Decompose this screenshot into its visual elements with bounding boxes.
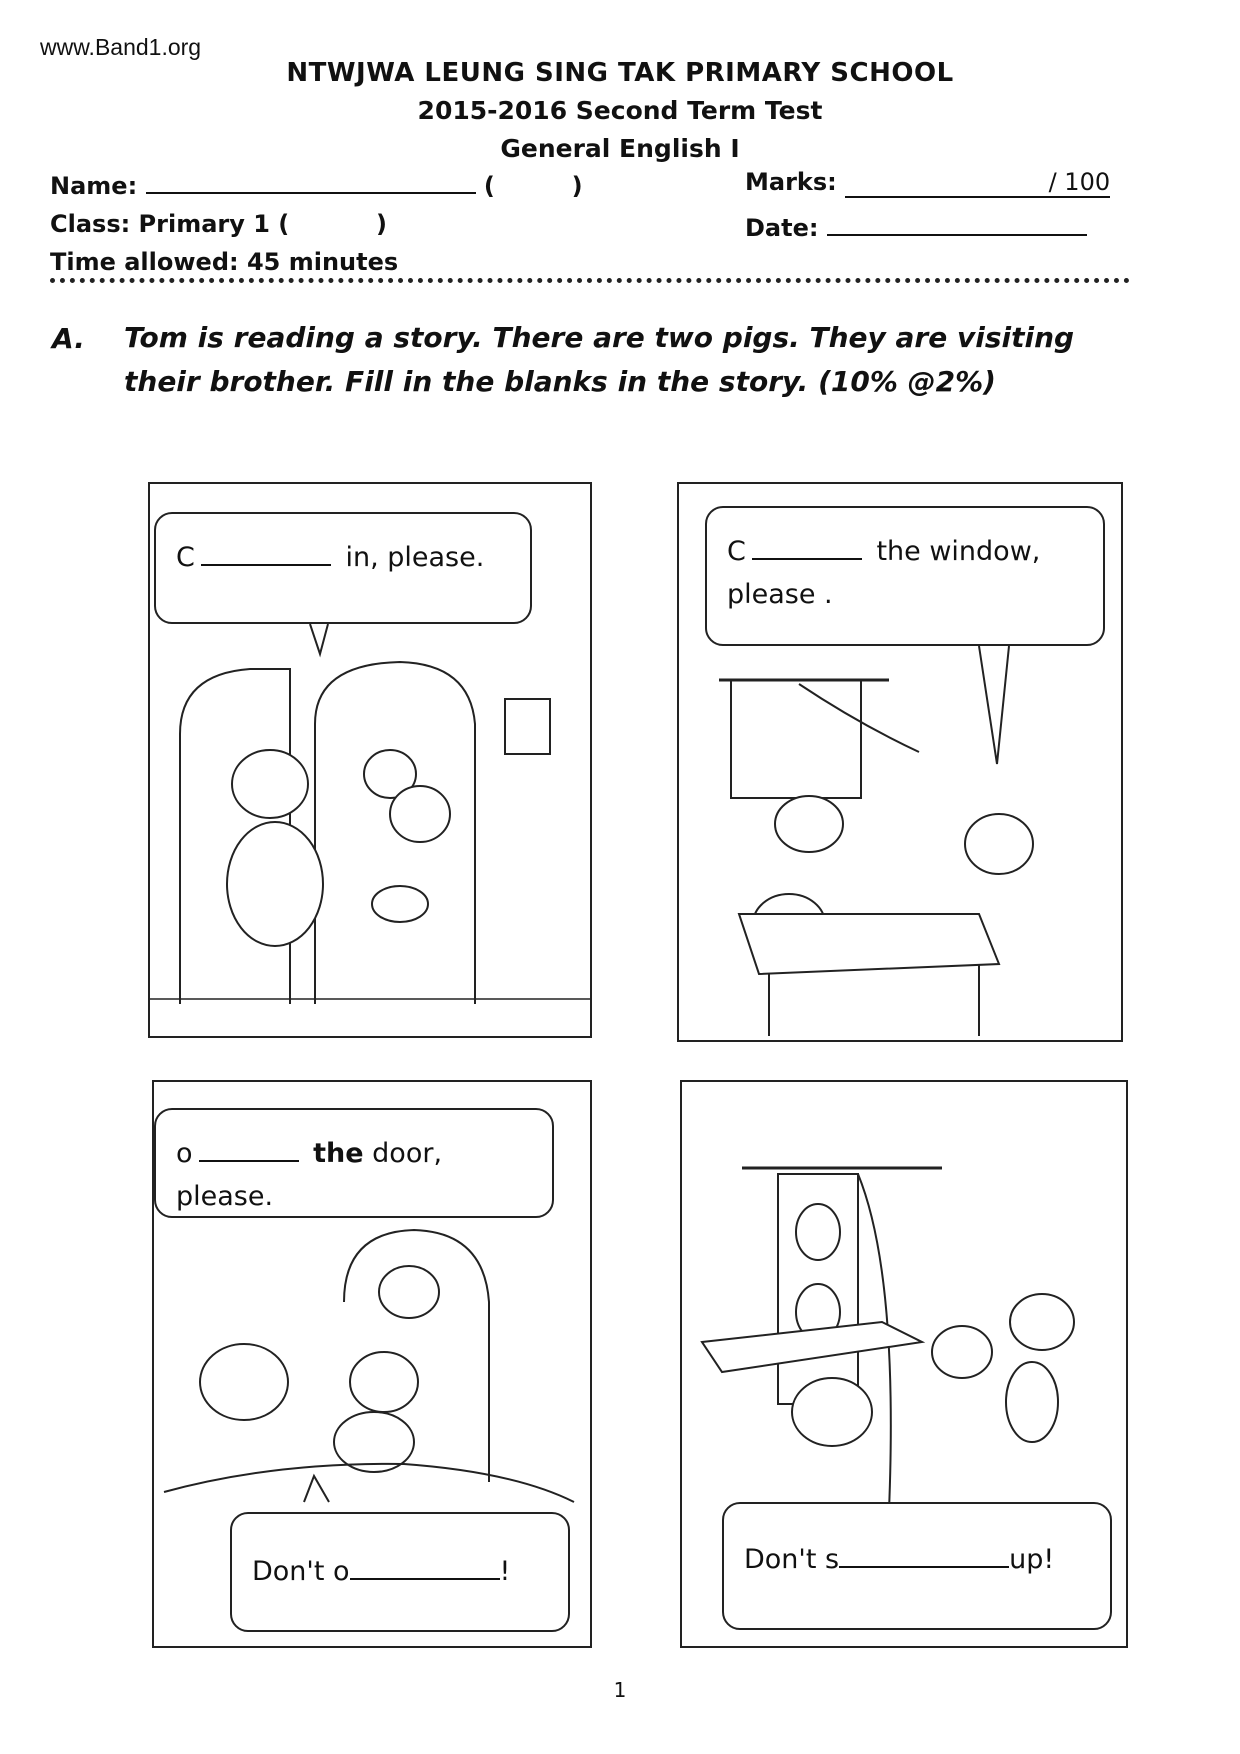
date-field [745,208,1087,242]
school-name: NTWJWA LEUNG SING TAK PRIMARY SCHOOL [286,58,954,88]
date-blank[interactable] [827,208,1087,236]
bubble-3b-prefix: Don't o [252,1556,350,1587]
marks-label: Marks: [745,168,837,196]
bubble-3-prefix: o [176,1138,193,1169]
comic-panel-2 [677,482,1123,1042]
name-label: Name: [50,172,138,200]
class-label: Class: Primary 1 ( [50,210,290,238]
speech-bubble-3b [230,1512,570,1632]
bubble-2-prefix: C [727,536,746,567]
name-paren-open: ( [483,172,495,200]
bubble-3-suffix: door, please. [176,1138,443,1213]
marks-total: / 100 [1048,168,1111,196]
bubble-3-bold-word: the [313,1138,364,1169]
comic-panel-4 [680,1080,1128,1648]
subject-title: General English I [500,134,740,163]
question-number: A. [52,322,85,355]
comic-panel-3 [152,1080,592,1648]
class-paren-close: ) [376,210,387,238]
bubble-2-line2: please . [727,579,833,611]
dotted-divider [50,278,1130,283]
comic-panel-1 [148,482,592,1038]
answer-blank-4[interactable] [350,1551,500,1580]
pig-door-illustration [150,484,590,1036]
bubble-3b-suffix: ! [499,1556,511,1587]
name-blank[interactable] [146,192,476,194]
marks-field [745,168,1110,198]
bubble-2-suffix: the window, [876,536,1041,567]
class-field [50,210,387,238]
watermark-text: www.Band1.org [40,34,202,60]
term-title: 2015-2016 Second Term Test [417,96,823,125]
speech-bubble-4 [722,1502,1112,1630]
pigs-table-illustration [679,484,1121,1040]
bubble-4-suffix: up! [1009,1544,1055,1575]
date-label: Date: [745,214,819,242]
page-number: 1 [613,1678,627,1702]
time-allowed: Time allowed: 45 minutes [50,248,399,276]
marks-blank[interactable] [845,168,1110,198]
answer-blank-5[interactable] [839,1539,1009,1568]
name-field [50,172,583,200]
bubble-1-prefix: C [176,542,195,573]
name-paren-close: ) [571,172,583,200]
bubble-4-prefix: Don't s [744,1544,840,1575]
question-instructions: Tom is reading a story. There are two pigs. They are visiting their brother. Fill in the blanks in the story. (10% @2%) [124,321,1075,398]
bubble-1-suffix: in, please. [345,542,485,573]
